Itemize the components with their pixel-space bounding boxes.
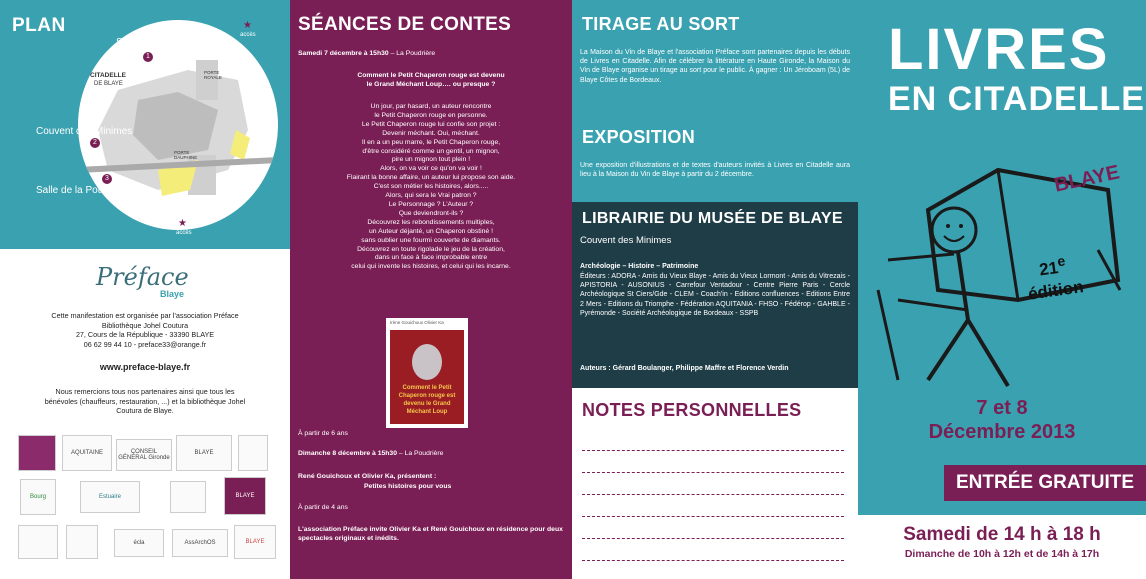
- map: [78, 20, 278, 230]
- note-line: [582, 560, 844, 561]
- poem-line: pire un mignon tout plein !: [391, 156, 471, 164]
- poem-line: Découvrez les rebondissements multiples,: [367, 218, 495, 226]
- session2-header: [298, 450, 443, 459]
- star-icon: ★: [243, 20, 252, 31]
- librairie-auteurs: Auteurs : Gérard Boulanger, Philippe Maffre et Florence Verdin: [580, 365, 789, 372]
- hours-sunday: Dimanche de 10h à 12h et de 14h à 17h: [904, 548, 1100, 560]
- book-title: Comment le Petit Chaperon rouge est devenu le Grand Méchant Loup: [398, 385, 456, 415]
- poem-line: sans oublier une fourmi couverte de diamants.: [361, 236, 501, 244]
- map-section: [0, 0, 290, 249]
- organizer-section: [0, 249, 290, 579]
- librairie-title: LIBRAIRIE DU MUSÉE DE BLAYE: [582, 210, 843, 227]
- note-line: [582, 538, 844, 539]
- partner-logo: [18, 435, 56, 471]
- partner-logo: [18, 525, 58, 559]
- hours-saturday: Samedi de 14 h à 18 h: [903, 524, 1101, 545]
- festival-title-line2: EN CITADELLE: [888, 80, 1145, 118]
- tirage-title: TIRAGE AU SORT: [582, 14, 740, 34]
- edition-suffix: e: [1056, 253, 1067, 271]
- pin-2: 2: [90, 138, 100, 148]
- city-label: BLAYE: [1052, 161, 1122, 197]
- story-title-line: le Grand Méchant Loup…. ou presque ?: [366, 80, 496, 88]
- poem-line: Le Petit Chaperon rouge lui confie son projet :: [361, 120, 501, 128]
- librairie-subtitle: Couvent des Minimes: [580, 235, 672, 246]
- librairie-editeurs: Éditeurs : ADORA - Amis du Vieux Blaye - Amis du Vieux Lormont - Amis du Vitrezais - APISTORIA - AUSONIUS - Carrefour Ventadour - Centre Pierre Paris - Cercle Archéologique St Ciers/Gde - CLEM - Coach'in - Editions confluences - Editions Entre 2 Mers - Editions du Triomphe - Fédération AQUITANIA - FHSO - Fédérop - GAHBLE - Pyrémonde - Société Archéologique de Bordeaux - SSPB: [580, 273, 850, 317]
- map-label-porte-dauphine: PORTE DAUPHINE: [174, 150, 198, 160]
- org-line: Bibliothèque Johel Coutura: [101, 320, 189, 330]
- panel-cover: [858, 0, 1146, 579]
- librairie-category: Archéologie – Histoire – Patrimoine: [580, 263, 699, 270]
- poem-line: Découvrez en toute rigolade le jeu de la création,: [357, 245, 505, 253]
- opening-hours: [858, 515, 1146, 579]
- notes-title: NOTES PERSONNELLES: [582, 400, 802, 420]
- residence-note: L'association Préface invite Olivier Ka et René Gouichoux en résidence pour deux spectacles originaux et inédits.: [298, 526, 563, 542]
- acces-label-top: accès: [240, 32, 256, 38]
- story-title-line: Comment le Petit Chaperon rouge est devenu: [357, 72, 505, 79]
- book-illustration: [390, 330, 464, 424]
- preface-logo: Préface: [96, 263, 189, 291]
- edition-word: édition: [1026, 276, 1085, 304]
- plan-title: PLAN: [12, 15, 66, 36]
- note-line: [582, 494, 844, 495]
- organizer-text: [20, 311, 270, 349]
- partner-logo-blaye-3: BLAYE: [234, 525, 276, 559]
- poem-line: Un jour, par hasard, un auteur rencontre: [370, 103, 492, 110]
- partner-logo-cg-gironde: CONSEIL GÉNÉRAL Gironde: [116, 439, 172, 471]
- place-salle-poudriere: Salle de la Poudrière: [36, 185, 129, 196]
- acces-label-bottom: accès: [176, 230, 192, 236]
- free-entry-badge: ENTRÉE GRATUITE: [944, 465, 1146, 501]
- poem-line: celui qui invente les histoires, et celui qui les incarne.: [351, 263, 511, 271]
- star-icon: ★: [178, 218, 187, 229]
- thanks-line: Coutura de Blaye.: [116, 406, 174, 416]
- org-line: Cette manifestation est organisée par l'association Préface: [51, 311, 239, 320]
- expo-title: EXPOSITION: [582, 127, 696, 147]
- pin-3: 3: [102, 174, 112, 184]
- poem-line: Alors, qui sera le Vrai patron ?: [385, 192, 477, 200]
- poem-line: C'est son métier les histoires, alors.....: [373, 183, 489, 191]
- note-line: [582, 472, 844, 473]
- poem-line: Devenir méchant. Oui, méchant.: [382, 129, 480, 137]
- partner-logo-bourg: Bourg: [20, 479, 56, 515]
- partner-logo-blaye-2: BLAYE: [224, 477, 266, 515]
- edition-label: [1023, 248, 1085, 305]
- session2-place: – La Poudrière: [396, 450, 444, 457]
- poem-line: d'être considéré comme un gentil, un mignon,: [362, 147, 500, 155]
- dates-month: Décembre 2013: [928, 421, 1076, 443]
- partner-logo: [170, 481, 206, 513]
- map-label-de-blaye: DE BLAYE: [94, 81, 123, 87]
- story-poem: [298, 103, 564, 272]
- session2-title: Petites histoires pour vous: [364, 483, 452, 490]
- age-note-1: À partir de 6 ans: [298, 430, 348, 437]
- panel-info: [572, 0, 858, 579]
- poem-line: dans un face à face improbable entre: [374, 254, 488, 262]
- festival-dates: [858, 396, 1146, 444]
- notes-section: [572, 388, 858, 579]
- partner-logo-aquitaine: AQUITAINE: [62, 435, 112, 471]
- map-drawing: [78, 20, 278, 230]
- note-line: [582, 450, 844, 451]
- session2-authors: René Gouichoux et Olivier Ka, présentent :: [298, 473, 437, 480]
- poem-line: Flairant la bonne affaire, un auteur lui propose son aide.: [346, 174, 516, 182]
- book-character: [412, 344, 442, 380]
- session1-date: Samedi 7 décembre à 15h30: [298, 50, 389, 57]
- poem-line: Alors, on va voir ce qu'on va voir !: [380, 165, 482, 173]
- session1-place: – La Poudrière: [388, 50, 436, 57]
- panel-contes: [290, 0, 572, 579]
- org-line: 06 62 99 44 10 - preface33@orange.fr: [83, 339, 207, 349]
- edition-number: 21: [1038, 258, 1060, 280]
- story-title: [298, 72, 564, 90]
- place-salle-liverneuf: Salle Liverneuf: [116, 37, 183, 48]
- partner-logo-blaye: BLAYE: [176, 435, 232, 471]
- panel-plan: [0, 0, 290, 579]
- website-link[interactable]: www.preface-blaye.fr: [99, 362, 191, 372]
- partner-logo-assarchos: AssArchOS: [172, 529, 228, 557]
- dates-days: 7 et 8: [976, 397, 1028, 419]
- librairie-section: [572, 202, 858, 388]
- map-label-porte-royale: PORTE ROYALE: [204, 70, 222, 80]
- poem-line: le Petit Chaperon rouge en personne.: [374, 111, 488, 119]
- festival-title-line1: LIVRES: [888, 17, 1110, 82]
- book-authors: Irène Gouichoux Olivier Ka: [390, 320, 444, 325]
- expo-text: Une exposition d'illustrations et de textes d'auteurs invités à Livres en Citadelle aura lieu à la Maison du Vin de Blaye à partir du 2 décembre.: [580, 162, 850, 179]
- pin-1: 1: [143, 52, 153, 62]
- preface-logo-sub: Blaye: [160, 289, 185, 299]
- poem-line: Que deviendront-ils ?: [398, 209, 464, 217]
- session2-date: Dimanche 8 décembre à 15h30: [298, 450, 397, 457]
- org-line: 27, Cours de la République - 33390 BLAYE: [75, 330, 215, 340]
- poem-line: un Auteur déjanté, un Chaperon obstiné !: [369, 227, 493, 235]
- partner-logo: [238, 435, 268, 471]
- contes-title: SÉANCES DE CONTES: [298, 14, 512, 35]
- session1-header: [298, 50, 435, 59]
- thanks-text: [20, 387, 270, 416]
- partner-logo-ecla: écla: [114, 529, 164, 557]
- thanks-line: Nous remercions tous nos partenaires ainsi que tous les: [55, 387, 235, 396]
- thanks-line: bénévoles (chauffeurs, restauration, ...) et la bibliothèque Johel: [44, 396, 246, 406]
- partner-logo-estuaire: Estuaire: [80, 481, 140, 513]
- tirage-text: La Maison du Vin de Blaye et l'association Préface sont partenaires depuis les débuts de Livres en Citadelle. Afin de célébrer la littérature en Haute Gironde, la Maison du Vin de Blaye organise un tirage au sort pour le public. À gagner : Un Jéroboam (5L) de Blaye Côtes de Bordeaux.: [580, 49, 850, 84]
- place-couvent-minimes: Couvent des Minimes: [36, 126, 133, 137]
- partner-logo: [66, 525, 98, 559]
- poem-line: Le Personnage ? L'Auteur ?: [388, 200, 474, 208]
- poem-line: Il en a un peu marre, le Petit Chaperon rouge,: [361, 138, 501, 146]
- note-line: [582, 516, 844, 517]
- age-note-2: À partir de 4 ans: [298, 504, 348, 511]
- festival-title: [888, 17, 1145, 118]
- book-cover: [386, 318, 468, 428]
- map-label-citadelle: CITADELLE: [90, 72, 126, 79]
